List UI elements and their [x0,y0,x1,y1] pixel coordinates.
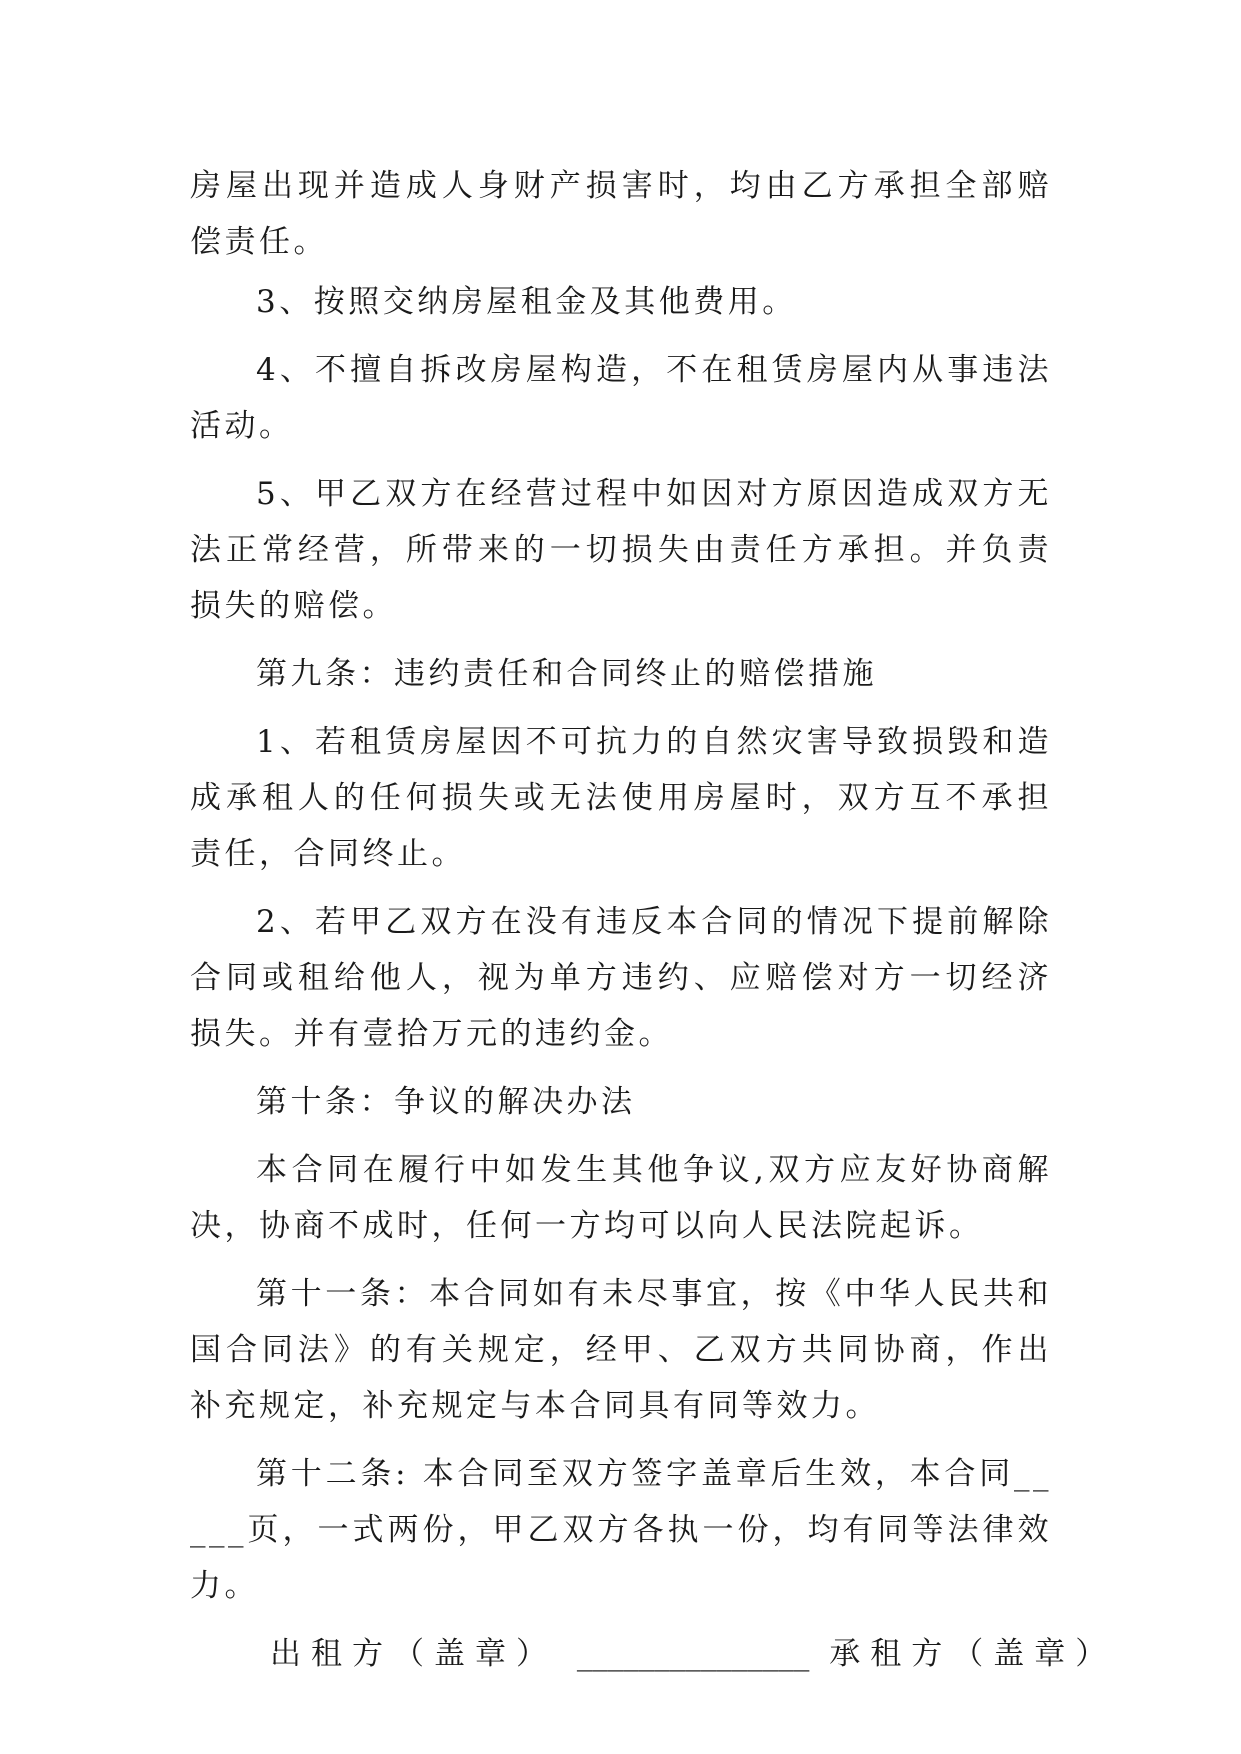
signature-line [190,1626,1117,1682]
lessor-seal-label: 出租方（盖章） [270,1636,557,1672]
article-heading: 第九条：违约责任和合同终止的赔偿措施 [256,656,877,692]
clause-paragraph: 4、不擅自拆改房屋构造，不在租赁房屋内从事违法活动。 [190,352,1052,444]
article-heading: 第十条：争议的解决办法 [256,1084,636,1120]
clause-paragraph: 3、按照交纳房屋租金及其他费用。 [256,284,797,320]
clause-paragraph: 5、甲乙双方在经营过程中如因对方原因造成双方无法正常经营，所带来的一切损失由责任方承担。并负责损失的赔偿。 [190,476,1052,624]
lessee-seal-label: 承租方（盖章） [829,1636,1117,1672]
signature-blank: _______________ [576,1636,810,1672]
clause-paragraph: 房屋出现并造成人身财产损害时，均由乙方承担全部赔偿责任。 [190,168,1052,260]
document-body [190,158,1117,1682]
clause-paragraph: 1、若租赁房屋因不可抗力的自然灾害导致损毁和造成承租人的任何损失或无法使用房屋时，双方互不承担责任，合同终止。 [190,724,1052,872]
clause-paragraph: 2、若甲乙双方在没有违反本合同的情况下提前解除合同或租给他人，视为单方违约、应赔偿对方一切经济损失。并有壹拾万元的违约金。 [190,904,1052,1052]
clause-paragraph: 第十一条：本合同如有未尽事宜，按《中华人民共和国合同法》的有关规定，经甲、乙双方共同协商，作出补充规定，补充规定与本合同具有同等效力。 [190,1276,1052,1424]
clause-paragraph: 第十二条: 本合同至双方签字盖章后生效，本合同_____页，一式两份，甲乙双方各执一份，均有同等法律效力。 [190,1456,1052,1604]
clause-paragraph: 本合同在履行中如发生其他争议,双方应友好协商解决，协商不成时，任何一方均可以向人民法院起诉。 [190,1152,1052,1244]
